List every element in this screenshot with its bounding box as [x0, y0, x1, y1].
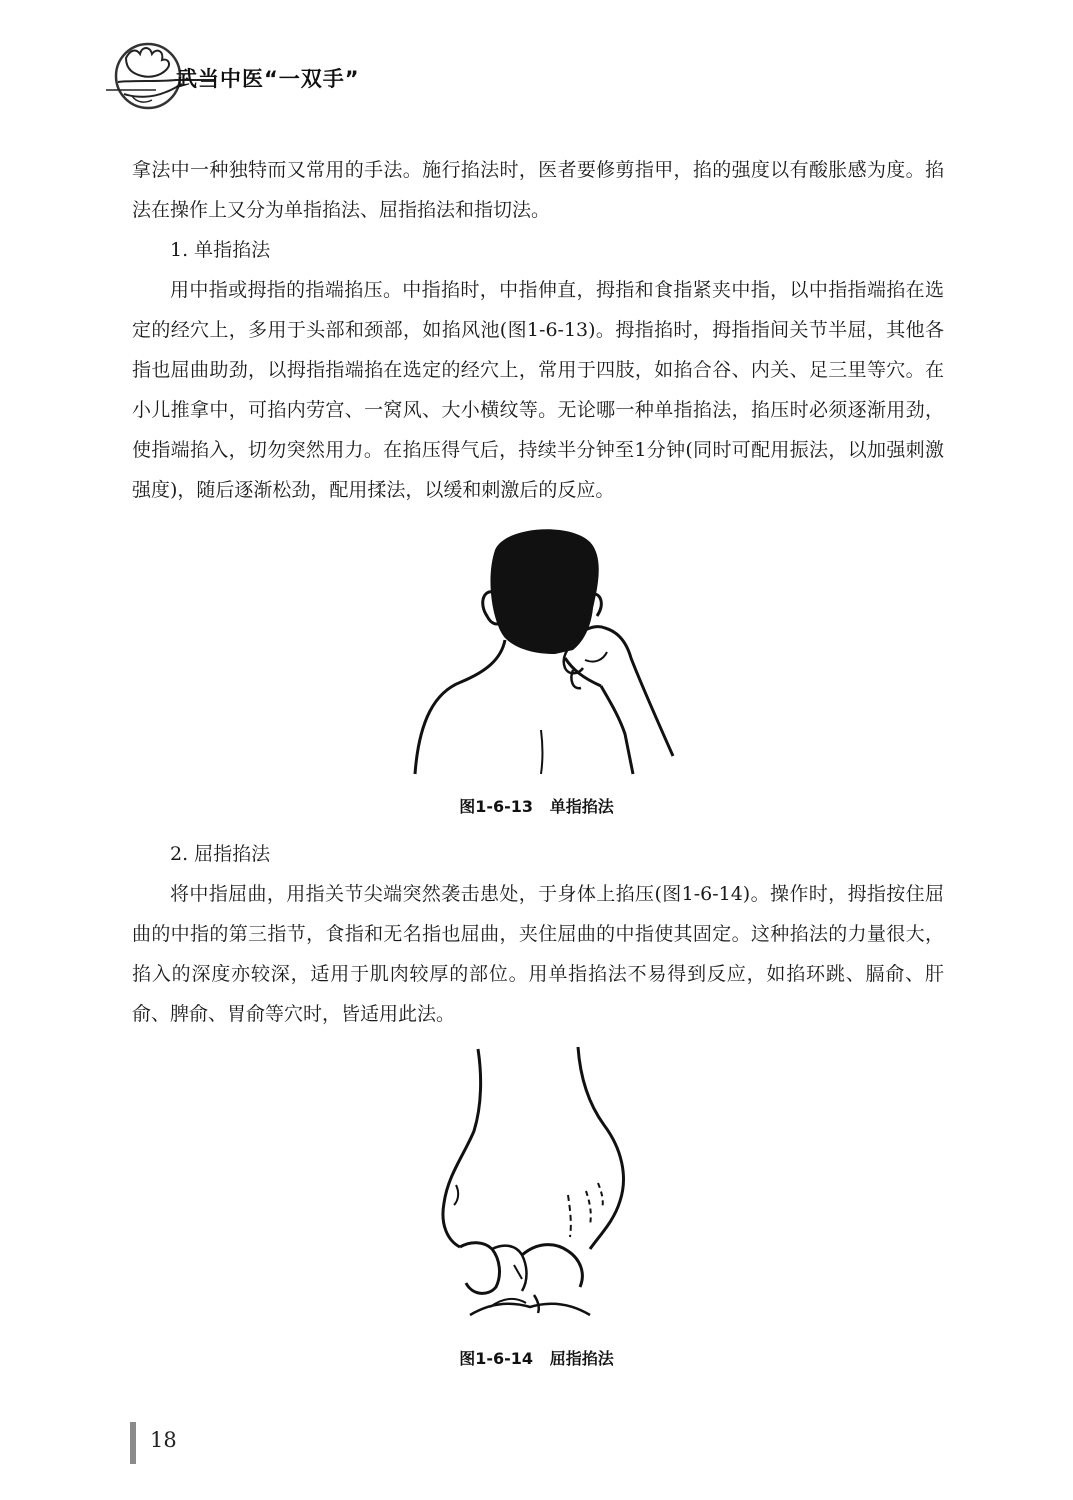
figure-1-caption: 图1-6-13 单指掐法	[459, 797, 614, 816]
heading-bent-finger-pinch: 2. 屈指掐法	[170, 843, 271, 865]
page-footer-bar	[130, 1422, 136, 1464]
intro-paragraph: 拿法中一种独特而又常用的手法。施行掐法时，医者要修剪指甲，掐的强度以有酸胀感为度。掐法在操作上又分为单指掐法、屈指掐法和指切法。	[132, 159, 944, 221]
section-1-text	[132, 150, 944, 510]
page-number: 18	[150, 1428, 177, 1452]
running-header	[96, 40, 516, 120]
neck-pinch-illustration	[405, 520, 695, 780]
section-2-text	[132, 834, 944, 1034]
heading-single-finger-pinch: 1. 单指掐法	[170, 239, 271, 261]
book-title: 武当中医“一双手”	[176, 67, 360, 91]
bent-finger-pinch-paragraph: 将中指屈曲，用指关节尖端突然袭击患处，于身体上掐压(图1-6-14)。操作时，拇指按住屈曲的中指的第三指节，食指和无名指也屈曲，夹住屈曲的中指使其固定。这种掐法的力量很大，掐入的深度亦较深，适用于肌肉较厚的部位。用单指掐法不易得到反应，如掐环跳、膈俞、肝俞、脾俞、胃俞等穴时，皆适用此法。	[132, 883, 944, 1025]
figure-2-caption: 图1-6-14 屈指掐法	[459, 1349, 614, 1368]
bent-finger-fist-illustration	[430, 1045, 640, 1325]
single-finger-pinch-paragraph: 用中指或拇指的指端掐压。中指掐时，中指伸直，拇指和食指紧夹中指，以中指指端掐在选定的经穴上，多用于头部和颈部，如掐风池(图1-6-13)。拇指掐时，拇指指间关节半屈，其他各指也屈曲助劲，以拇指指端掐在选定的经穴上，常用于四肢，如掐合谷、内关、足三里等穴。在小儿推拿中，可掐内劳宫、一窝风、大小横纹等。无论哪一种单指掐法，掐压时必须逐渐用劲，使指端掐入，切勿突然用力。在掐压得气后，持续半分钟至1分钟(同时可配用振法，以加强刺激强度)，随后逐渐松劲，配用揉法，以缓和刺激后的反应。	[132, 279, 944, 501]
